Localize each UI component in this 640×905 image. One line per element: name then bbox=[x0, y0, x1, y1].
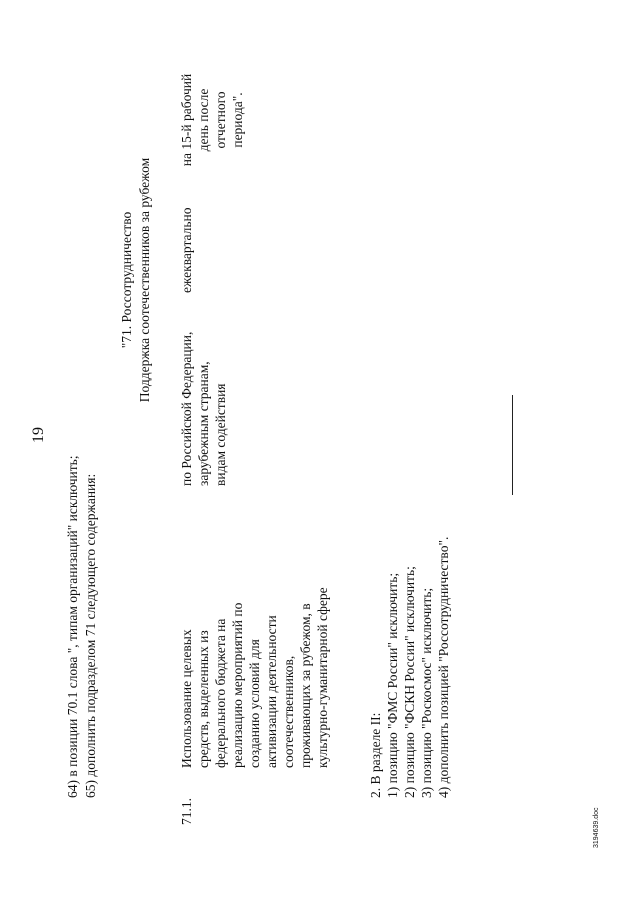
section2-line-4: 4) дополнить позицией "Россотрудничество". bbox=[436, 536, 451, 798]
section2-line-1: 1) позицию "ФМС России" исключить; bbox=[385, 572, 400, 798]
divider-line bbox=[512, 395, 513, 495]
periodicity-cell: ежеквартально bbox=[179, 207, 194, 293]
deadline-cell: на 15-й рабочий день после отчетного периода". bbox=[179, 73, 245, 167]
breakdown-cell: по Российской Федерации, зарубежным странам, видам содействия bbox=[179, 331, 228, 486]
item-65: 65) дополнить подразделом 71 следующего содержания: bbox=[83, 473, 98, 798]
row-number: 71.1. bbox=[179, 798, 194, 825]
section2-line-2: 2) позицию "ФСКН России" исключить; bbox=[402, 566, 417, 798]
section2-heading: 2. В разделе II: bbox=[368, 712, 383, 798]
section-title-line2: Поддержка соотечественников за рубежом bbox=[137, 157, 152, 403]
indicator-cell: Использование целевых средств, выделенных из федерального бюджета на реализацию мероприятий по созданию условий для активизации деятельности соотечественников, проживающих за рубежом, в культурно-гуманитарной сфере bbox=[179, 587, 330, 768]
section2-line-3: 3) позицию "Роскосмос" исключить; bbox=[419, 587, 434, 798]
item-64: 64) в позиции 70.1 слова ", типам организаций" исключить; bbox=[65, 455, 80, 798]
page-number: 19 bbox=[30, 427, 47, 443]
section-title-line1: "71. Россотрудничество bbox=[119, 211, 134, 349]
file-footer: 3194639.doc bbox=[593, 807, 600, 848]
